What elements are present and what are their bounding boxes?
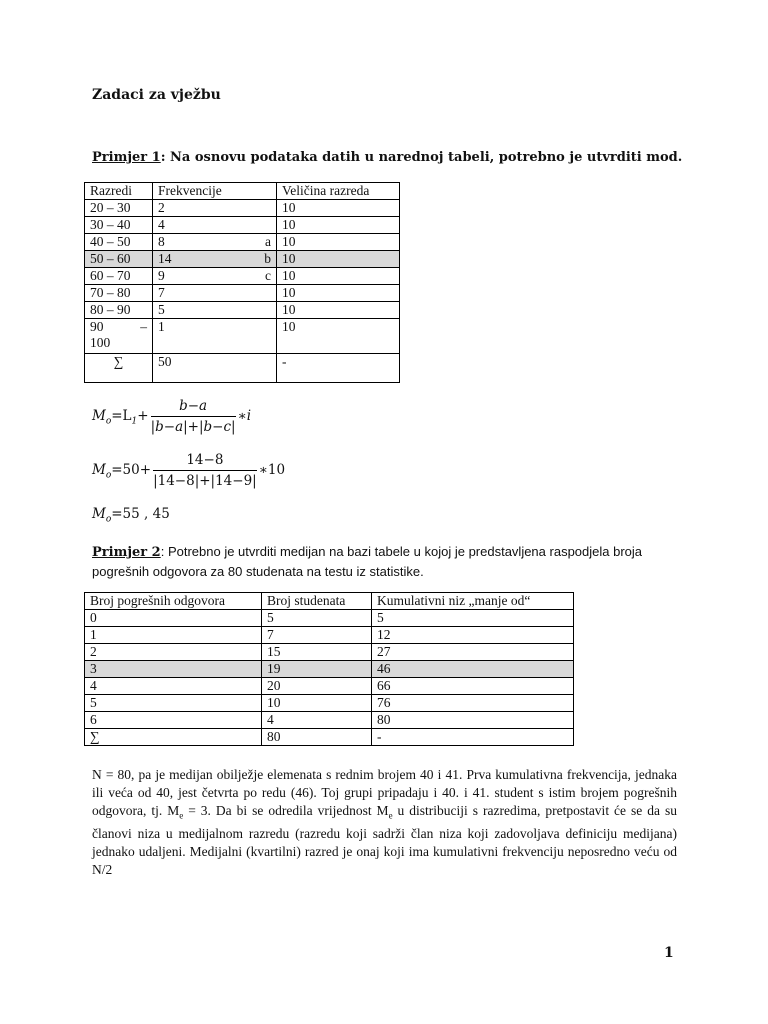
formula-equals: =L xyxy=(111,408,132,424)
example-2-label: Primjer 2 xyxy=(92,545,161,560)
frequency-value: 9 xyxy=(158,268,165,283)
class-cell: 20 – 30 xyxy=(85,200,153,217)
table-cell: 10 xyxy=(262,695,372,712)
frequency-cell xyxy=(153,217,277,234)
class-lower: 90 xyxy=(90,319,104,334)
table-header-row xyxy=(85,183,400,200)
frequency-cell xyxy=(153,285,277,302)
frequency-cell xyxy=(153,268,277,285)
class-size-cell: 10 xyxy=(277,251,400,268)
fraction-denominator: |14−8|+|14−9| xyxy=(153,473,257,489)
table-cell: 46 xyxy=(372,661,574,678)
formula-equals: =50+ xyxy=(111,462,152,478)
fraction-denominator: |b−a|+|b−c| xyxy=(150,419,236,435)
formula-fraction xyxy=(153,452,257,489)
class-size-cell: 10 xyxy=(277,285,400,302)
table-header-row xyxy=(85,593,574,610)
frequency-value: 8 xyxy=(158,234,165,249)
mode-table xyxy=(84,182,400,383)
table-cell: 5 xyxy=(372,610,574,627)
paragraph-text: N = 80, pa je medijan obilježje elemenata s rednim brojem 40 i 41. Prva kumulativna frekvencija, jednaka ili veća od 40, jest četvrta po redu (46). Toj grupi pripadaju i 40. i 41. student s istim brojem pogrešnih odgovora, tj. M xyxy=(92,767,677,818)
sum-symbol: ∑ xyxy=(85,354,153,383)
class-cell: 40 – 50 xyxy=(85,234,153,251)
formula-tail: ∗i xyxy=(237,408,252,424)
example-1-text: : Na osnovu podataka datih u narednoj tabeli, potrebno je utvrditi mod. xyxy=(160,150,683,165)
page-number: 1 xyxy=(664,945,674,961)
table-row xyxy=(85,644,574,661)
table-row xyxy=(85,268,400,285)
table-cell: 15 xyxy=(262,644,372,661)
table-cell: 27 xyxy=(372,644,574,661)
class-cell xyxy=(85,319,153,354)
table-row-modal-class xyxy=(85,251,400,268)
table-cell: 66 xyxy=(372,678,574,695)
sum-class-size: - xyxy=(277,354,400,383)
table-sum-row xyxy=(85,354,400,383)
paragraph-text: u distribuciji s razredima, pretpostavit će se da su članovi niza u medijalnom razredu (razredu koji sadrži član niza koji zadovoljava definiciju medijana) jednako udaljeni. Medijalni (kvartilni) razred je onaj koji ima kumulativni frekvenciju neposredno veću od N/2 xyxy=(92,803,677,877)
table-cell: 19 xyxy=(262,661,372,678)
table-cell: 80 xyxy=(372,712,574,729)
table-cell: 2 xyxy=(85,644,262,661)
table-row xyxy=(85,234,400,251)
class-cell: 50 – 60 xyxy=(85,251,153,268)
class-cell: 70 – 80 xyxy=(85,285,153,302)
page-title: Zadaci za vježbu xyxy=(92,87,221,103)
class-size-cell: 10 xyxy=(277,302,400,319)
paragraph-text: = 3. Da bi se odredila vrijednost M xyxy=(183,803,389,818)
frequency-value: 14 xyxy=(158,251,172,266)
table-header: Razredi xyxy=(85,183,153,200)
frequency-cell: 1 xyxy=(153,319,277,354)
class-cell: 80 – 90 xyxy=(85,302,153,319)
frequency-cell xyxy=(153,200,277,217)
frequency-cell xyxy=(153,251,277,268)
table-row xyxy=(85,678,574,695)
mode-formula xyxy=(92,398,251,435)
table-header: Broj pogrešnih odgovora xyxy=(85,593,262,610)
table-header: Kumulativni niz „manje od“ xyxy=(372,593,574,610)
formula-subscript: 1 xyxy=(131,416,138,427)
table-cell: 12 xyxy=(372,627,574,644)
table-cell: 1 xyxy=(85,627,262,644)
formula-fraction xyxy=(151,398,236,435)
table-row xyxy=(85,200,400,217)
table-cell: 7 xyxy=(262,627,372,644)
table-header: Veličina razreda xyxy=(277,183,400,200)
fraction-numerator: 14−8 xyxy=(153,452,257,471)
example-2-text: : Potrebno je utvrditi medijan na bazi tabele u kojoj je predstavljena raspodjela broja pogrešnih odgovora za 80 studenata na testu iz statistike. xyxy=(92,544,643,579)
class-size-cell: 10 xyxy=(277,234,400,251)
sum-frequency: 50 xyxy=(153,354,277,383)
table-row xyxy=(85,712,574,729)
table-cell: 80 xyxy=(262,729,372,746)
formula-tail: ∗10 xyxy=(258,462,286,478)
formula-symbol: M xyxy=(92,506,106,522)
class-dash: – xyxy=(140,319,147,334)
table-row xyxy=(85,627,574,644)
table-row xyxy=(85,302,400,319)
class-cell: 30 – 40 xyxy=(85,217,153,234)
table-cell: 4 xyxy=(85,678,262,695)
table-row xyxy=(85,217,400,234)
example-2-heading xyxy=(92,542,682,581)
table-cell: 4 xyxy=(262,712,372,729)
example-1-label: Primjer 1 xyxy=(92,150,161,165)
class-size-cell: 10 xyxy=(277,268,400,285)
mode-result xyxy=(92,506,170,525)
table-header: Frekvencije xyxy=(153,183,277,200)
table-cell: - xyxy=(372,729,574,746)
median-subscript: e xyxy=(179,810,184,821)
table-row xyxy=(85,285,400,302)
frequency-cell xyxy=(153,302,277,319)
formula-subscript: o xyxy=(105,470,112,481)
table-cell: 76 xyxy=(372,695,574,712)
table-cell: ∑ xyxy=(85,729,262,746)
table-row xyxy=(85,319,400,354)
formula-symbol: M xyxy=(92,408,106,424)
table-cell: 20 xyxy=(262,678,372,695)
median-subscript: e xyxy=(388,810,393,821)
frequency-cell xyxy=(153,234,277,251)
class-size-cell: 10 xyxy=(277,319,400,354)
class-upper: 100 xyxy=(90,335,111,350)
frequency-value: 4 xyxy=(158,217,165,232)
fraction-numerator: b−a xyxy=(151,398,236,417)
formula-result: =55 , 45 xyxy=(111,506,170,522)
frequency-value: 7 xyxy=(158,285,165,300)
frequency-marker: b xyxy=(264,251,271,266)
table-row xyxy=(85,610,574,627)
table-cell: 5 xyxy=(262,610,372,627)
median-table xyxy=(84,592,574,746)
table-cell: 0 xyxy=(85,610,262,627)
table-cell: 3 xyxy=(85,661,262,678)
frequency-value: 5 xyxy=(158,302,165,317)
example-1-heading xyxy=(92,150,682,165)
formula-subscript: o xyxy=(105,416,112,427)
table-sum-row xyxy=(85,729,574,746)
frequency-marker: c xyxy=(265,268,271,283)
frequency-value: 2 xyxy=(158,200,165,215)
frequency-marker: a xyxy=(265,234,271,249)
formula-symbol: M xyxy=(92,462,106,478)
table-cell: 5 xyxy=(85,695,262,712)
class-cell: 60 – 70 xyxy=(85,268,153,285)
table-row-median-class xyxy=(85,661,574,678)
table-cell: 6 xyxy=(85,712,262,729)
table-row xyxy=(85,695,574,712)
formula-plus: + xyxy=(137,408,149,424)
class-size-cell: 10 xyxy=(277,217,400,234)
class-size-cell: 10 xyxy=(277,200,400,217)
formula-subscript: o xyxy=(105,514,112,525)
mode-substitution xyxy=(92,452,285,489)
table-header: Broj studenata xyxy=(262,593,372,610)
explanation-paragraph xyxy=(92,766,677,879)
